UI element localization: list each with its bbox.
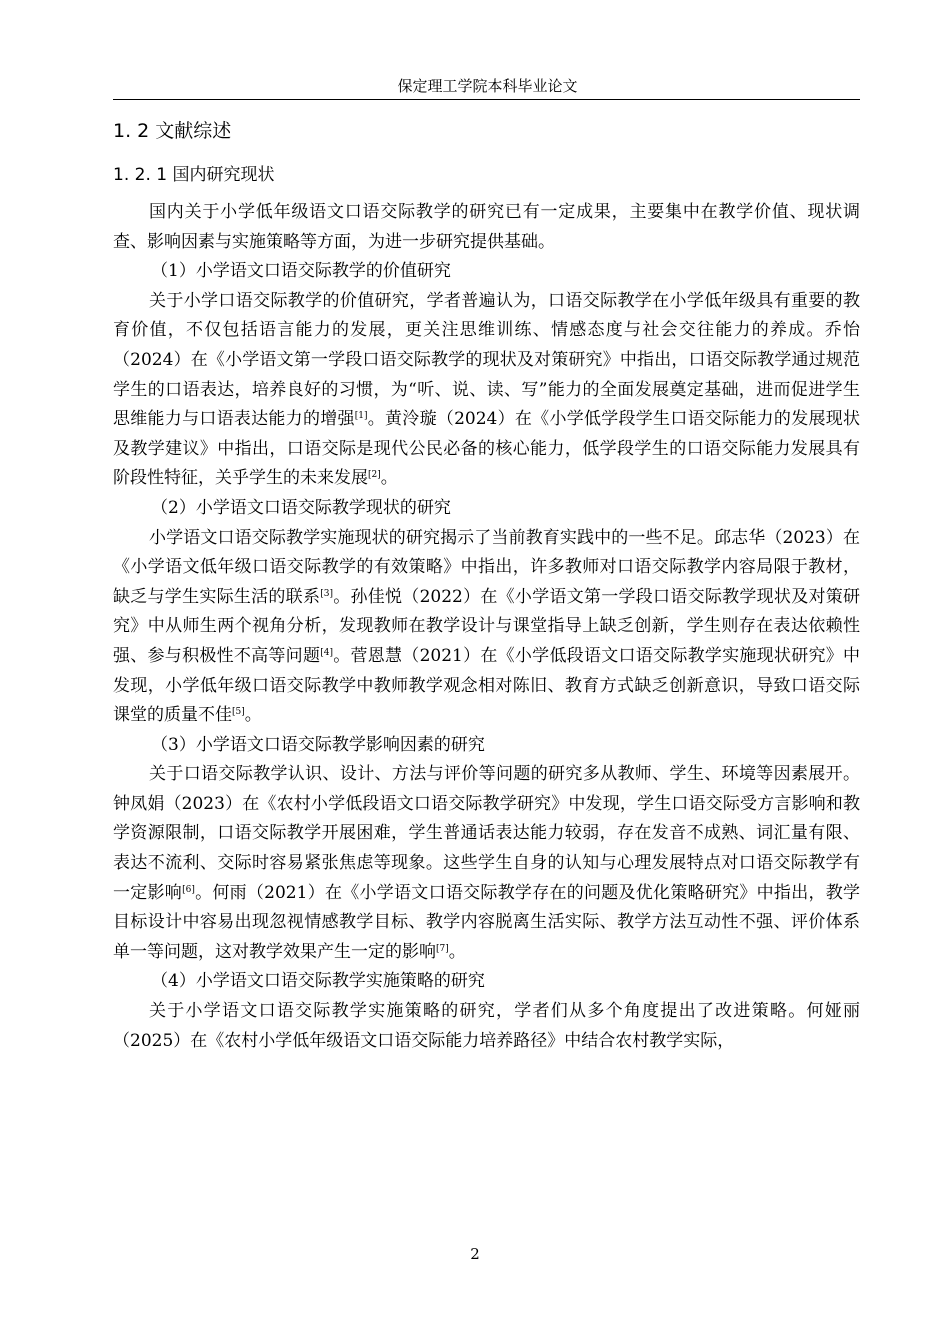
paragraph-status-study xyxy=(113,524,860,731)
citation-7: [7] xyxy=(436,943,449,954)
page-body xyxy=(113,114,860,1056)
citation-1: [1] xyxy=(354,411,368,422)
citation-4: [4] xyxy=(320,647,333,658)
text-segment: 。 xyxy=(448,941,466,962)
subheading-factors-study: （3）小学语文口语交际教学影响因素的研究 xyxy=(151,734,485,755)
text-segment: 关于小学口语交际教学的价值研究，学者普遍认为，口语交际教学在小学低年级具有重要的教育价值，不仅包括语言能力的发展，更关注思维训练、情感态度与社会交往能力的养成。乔怡（2024）在《小学语文第一学段口语交际教学的现状及对策研究》中指出，口语交际教学通过规范学生的口语表达，培养良好的习惯，为“听、说、读、写”能力的全面发展奠定基础，进而促进学生思维能力与口语表达能力的增强 xyxy=(113,290,860,430)
paragraph-factors-study xyxy=(113,760,860,967)
text-segment: 。黄泠璇（2024）在《小学低学段学生口语交际能力的发展现状及教学建议》中指出，口语交际是现代公民必备的核心能力，低学段学生的口语交际能力发展具有阶段性特征，关乎学生的未来发展 xyxy=(113,409,860,489)
text-segment: 小学语文口语交际教学实施现状的研究揭示了当前教育实践中的一些不足。邱志华（2023）在《小学语文低年级口语交际教学的有效策略》中指出，许多教师对口语交际教学内容局限于教材，缺乏与学生实际生活的联系 xyxy=(113,527,860,607)
citation-3: [3] xyxy=(320,588,333,599)
text-segment: 。 xyxy=(244,705,262,726)
subheading-value-study: （1）小学语文口语交际教学的价值研究 xyxy=(151,261,451,282)
intro-paragraph: 国内关于小学低年级语文口语交际教学的研究已有一定成果，主要集中在教学价值、现状调查、影响因素与实施策略等方面，为进一步研究提供基础。 xyxy=(113,202,860,252)
text-segment: 。菅恩慧（2021）在《小学低段语文口语交际教学实施现状研究》中发现，小学低年级口语交际教学中教师教学观念相对陈旧、教育方式缺乏创新意识，导致口语交际课堂的质量不佳 xyxy=(113,645,861,726)
citation-2: [2] xyxy=(368,470,381,481)
section-heading: 1. 2 文献综述 xyxy=(113,120,232,142)
citation-6: [6] xyxy=(182,884,195,895)
page-number: 2 xyxy=(470,1245,480,1263)
text-segment: 。孙佳悦（2022）在《小学语文第一学段口语交际教学现状及对策研究》中从师生两个视角分析，发现教师在教学设计与课堂指导上缺乏创新，学生则存在表达依赖性强、参与积极性不高等问题 xyxy=(113,586,861,666)
text-segment: 关于口语交际教学认识、设计、方法与评价等问题的研究多从教师、学生、环境等因素展开。钟凤娟（2023）在《农村小学低段语文口语交际教学研究》中发现，学生口语交际受方言影响和教学资源限制，口语交际教学开展困难，学生普通话表达能力较弱，存在发音不成熟、词汇量有限、表达不流利、交际时容易紧张焦虑等现象。这些学生自身的认知与心理发展特点对口语交际教学有一定影响 xyxy=(113,764,860,903)
paragraph-strategy-study: 关于小学语文口语交际教学实施策略的研究，学者们从多个角度提出了改进策略。何娅丽（2025）在《农村小学低年级语文口语交际能力培养路径》中结合农村教学实际， xyxy=(113,1001,860,1051)
subsection-heading: 1. 2. 1 国内研究现状 xyxy=(113,165,275,185)
text-segment: 。何雨（2021）在《小学语文口语交际教学存在的问题及优化策略研究》中指出，教学目标设计中容易出现忽视情感教学目标、教学内容脱离生活实际、教学方法互动性不强、评价体系单一等问题，这对教学效果产生一定的影响 xyxy=(113,882,861,962)
text-segment: 。 xyxy=(380,468,398,489)
running-header: 保定理工学院本科毕业论文 xyxy=(397,77,578,95)
header-rule xyxy=(113,99,860,100)
subheading-status-study: （2）小学语文口语交际教学现状的研究 xyxy=(151,497,451,518)
citation-5: [5] xyxy=(232,707,245,718)
paragraph-value-study xyxy=(113,287,860,494)
subheading-strategy-study: （4）小学语文口语交际教学实施策略的研究 xyxy=(151,971,485,992)
